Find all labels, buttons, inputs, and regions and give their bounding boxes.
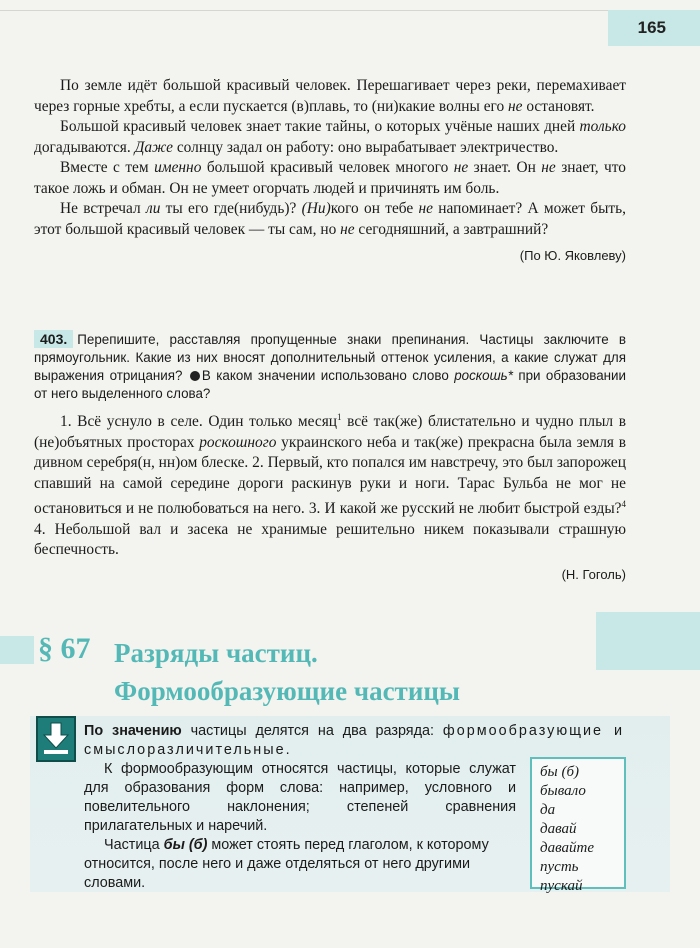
emphasis-word: не [508,97,523,115]
emphasis-word: не [418,200,433,217]
particle-word: бы (б) [540,764,579,780]
story-paragraph: По земле идёт большой красивый человек. Перешагивает через реки, перемахивает через горные хребты, а если пускается (в)плавь, то (ни)какие волны его не остановят. [34,77,626,115]
particle-word: бывало [540,783,586,799]
section-number: § 67 [38,632,91,665]
story-paragraph: Вместе с тем именно большой красивый человек многого не знает. Он не знает, что такое ложь и обман. Он не умеет огорчать людей и причинять им боль. [34,159,626,197]
section-band-right [596,612,700,670]
rule-text-part: может стоять перед глаголом, к которому относится, после него и даже отделяться от него другими словами. [84,837,489,891]
particle-word: пусть [540,859,579,875]
rule-paragraph [84,836,516,893]
section-band-left [0,636,34,664]
exercise-task [34,330,626,403]
exercise-task-a: Перепишите, расставляя пропущенные знаки препинания. Частицы заключите в прямоугольник. Какие из них вносят дополнительный оттенок усиления, а какие служат для выражения отрицания? [34,332,626,383]
rule-paragraph [84,722,624,760]
particle-word: пускай [540,878,583,894]
rule-label: По значению [84,723,182,739]
exercise-number: 403. [34,330,73,348]
section-title-line: Разряды частиц. [114,638,318,668]
exercise-source: (Н. Гоголь) [561,566,626,582]
particle-word: давайте [540,840,594,856]
footnote-marker: 4 [621,499,626,510]
rule-paragraph: К формообразующим относятся частицы, которые служат для образования форм слова: например, условного и повелительного наклонения; степеней сравнения прилагательных и наречий. [84,761,516,834]
particle-word: да [540,802,556,818]
exercise-403 [34,330,626,582]
exercise-task-word: роскошь* [454,368,513,383]
section-title-line: Формообразующие частицы [114,676,461,706]
header-rule [0,10,608,11]
footnote-marker: 1 [337,412,342,422]
emphasis-word: только [579,118,626,135]
story-source: (По Ю. Яковлеву) [519,248,626,263]
emphasis-word: не [453,159,469,176]
emphasis-word: не [541,159,556,176]
story-paragraph: Большой красивый человек знает такие тайны, о которых учёные наших дней только догадываются. Даже солнцу задал он работу: оно вырабатывает электричество. [34,118,626,156]
story-paragraph: Не встречал ли ты его где(нибудь)? (Ни)кого он тебе не напоминает? А может быть, этот большой красивый человек — ты сам, но не сегодняшний, а завтрашний? [34,200,626,238]
emphasis-word: именно [154,159,202,176]
emphasis-word: Даже [134,138,173,156]
page-number-box [608,10,700,46]
bullet-icon [190,371,200,381]
rule-text-part: Частица [104,837,164,853]
exercise-text: 1. Всё уснуло в селе. Один только месяц$^1$ всё так(же) блистательно и чудно плыл в (не)объятных просторах роскошного украинского неба и так(же) прекрасна была земля в дивном серебря(н, нн)ом блеске. 2. Первый, кто попался им навстречу, это был запорожец спавший на самой середине дороги раскинув руки и ноги. Тарас Бульба не мог не остановиться и не полюбоваться на него. 3. И какой же русский не любит быстрой езды?$^4$ 4. Небольшой вал и засека не хранимые решительно никем показывали страшную беспечность. [34,412,626,559]
rule-text-part: . [285,742,290,758]
emphasis-word: (Ни) [301,200,331,217]
rule-term: бы (б) [163,837,208,853]
exercise-task-b: В каком значении использовано слово [201,368,455,383]
particle-list-box [530,757,626,894]
emphasis-word: не [340,220,355,238]
rule-term: формообразующие и смыслоразличительные [84,723,624,758]
exercise-task-c: при образовании от него выделенного слова? [34,368,626,401]
rule-text-part: частицы делятся на два разряда: [181,723,443,739]
story-text [34,76,626,267]
emphasis-word: ли [145,200,161,217]
download-arrow-icon [36,716,76,762]
section-title [114,634,594,710]
particle-word: давай [540,821,577,837]
emphasis-word: роскошного [199,433,277,451]
page-number: 165 [637,18,666,37]
